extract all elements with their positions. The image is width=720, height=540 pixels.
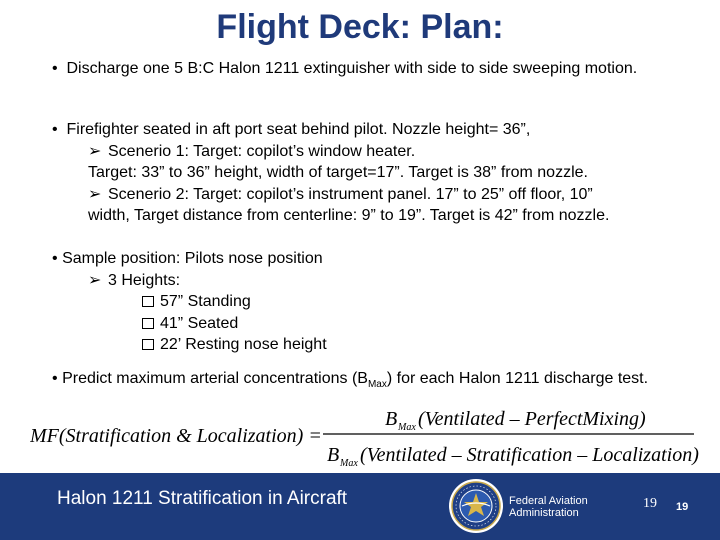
bullet-marker: • [52,121,58,138]
arrow-bullet-icon: ➢ [88,142,102,160]
scenario-1-line-1: Scenerio 1: Target: copilot’s window heater. [108,142,416,160]
formula-lhs: MF(Stratification & Localization) = [30,425,322,447]
bullet-text: Firefighter seated in aft port seat behind pilot. Nozzle height= 36”, [66,121,531,138]
bullet-text: Discharge one 5 B:C Halon 1211 extinguisher with side to side sweeping motion. [66,60,638,77]
bullet-marker: • [52,60,58,77]
bullet-discharge [52,58,692,80]
bullet-text: Predict maximum arterial concentrations (B [62,370,368,387]
slide-title: Flight Deck: Plan: [216,8,504,46]
bullet-text: Sample position: Pilots nose position [62,250,323,267]
height-item: 41” Seated [160,314,239,332]
scenario-2-line-2: width, Target distance from centerline: 9” to 19”. Target is 42” from nozzle. [88,207,610,224]
arrow-bullet-icon: ➢ [88,271,102,289]
square-bullet-icon [142,296,154,307]
page-number-serif: 19 [643,496,657,511]
scenario-1-line-2: Target: 33” to 36” height, width of target=17”. Target is 38” from nozzle. [88,164,588,181]
faa-name-line-2: Administration [509,507,579,519]
footer-title: Halon 1211 Stratification in Aircraft [57,488,348,509]
height-item: 22’ Resting nose height [160,336,327,353]
formula-num-b: B [385,408,398,430]
bullet-text-end: ) for each Halon 1211 discharge test. [386,370,649,387]
bullet-firefighter [52,119,702,227]
bullet-marker: • [52,370,58,387]
page-number: 19 [676,501,689,513]
formula-den-sub: Max [340,458,358,469]
formula-denominator: (Ventilated – Stratification – Localization) [360,444,699,466]
height-item: 57” Standing [160,293,251,310]
formula-den-b: B [327,444,340,466]
mixing-factor-formula [30,400,700,470]
bullet-sample-position [52,248,692,356]
square-bullet-icon [142,339,154,350]
bullet-predict [52,368,712,396]
bmax-subscript: Max [367,379,387,391]
scenario-2-line-1: Scenerio 2: Target: copilot’s instrument panel. 17” to 25” off floor, 10” [108,185,593,203]
faa-name [509,495,588,519]
square-bullet-icon [142,318,154,329]
formula-numerator: (Ventilated – PerfectMixing) [418,408,646,430]
arrow-bullet-icon: ➢ [88,185,102,203]
faa-name-line-1: Federal Aviation [509,495,588,507]
footer-bar [0,473,720,540]
formula-num-sub: Max [398,422,416,433]
bullet-marker: • [52,250,58,267]
faa-seal-icon [448,478,504,534]
heights-label: 3 Heights: [108,271,181,289]
